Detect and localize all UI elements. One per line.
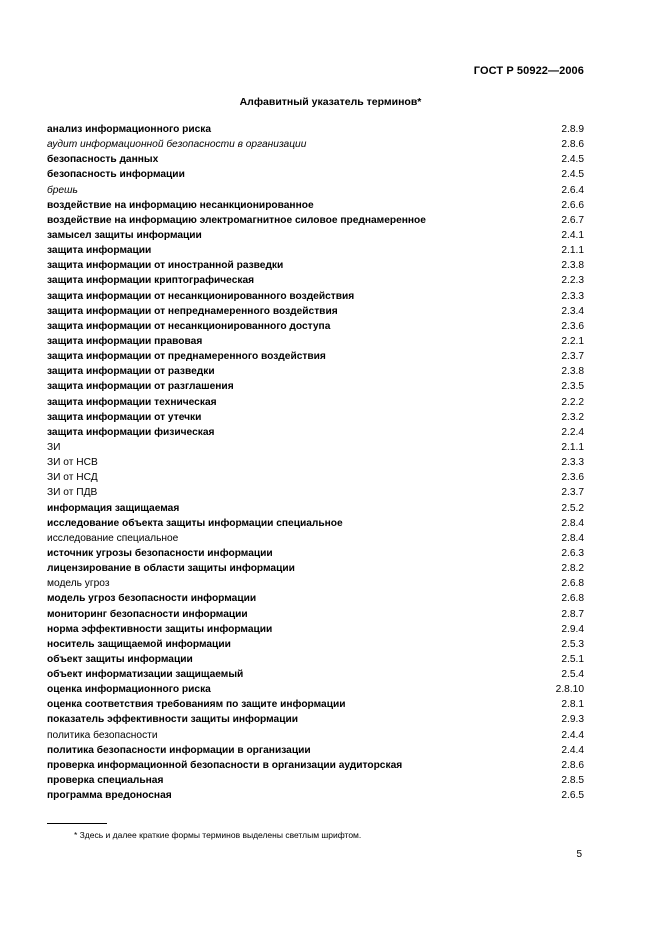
index-entry	[47, 501, 584, 516]
index-entry	[47, 440, 584, 455]
index-term-number: 2.6.7	[561, 214, 584, 226]
index-term-number: 2.4.1	[561, 229, 584, 241]
index-term: ЗИ от НСД	[47, 472, 98, 484]
index-term-number: 2.3.6	[561, 472, 584, 484]
index-term: безопасность данных	[47, 154, 159, 166]
index-entry	[47, 289, 584, 304]
index-term-number: 2.5.1	[561, 653, 584, 665]
index-term: брешь	[47, 184, 78, 196]
index-term: защита информации от разглашения	[47, 381, 234, 393]
index-term: проверка специальная	[47, 775, 164, 787]
index-entry	[47, 788, 584, 803]
index-term: ЗИ	[47, 441, 61, 453]
index-term: ЗИ от НСВ	[47, 457, 98, 469]
index-entry	[47, 743, 584, 758]
index-term-number: 2.2.2	[561, 396, 584, 408]
index-entry	[47, 773, 584, 788]
index-term-number: 2.8.5	[561, 775, 584, 787]
index-term-number: 2.3.2	[561, 411, 584, 423]
index-term-number: 2.5.3	[561, 638, 584, 650]
index-term-number: 2.3.8	[561, 366, 584, 378]
index-title: Алфавитный указатель терминов*	[239, 96, 422, 108]
index-term: программа вредоносная	[47, 790, 172, 802]
index-term-number: 2.6.4	[561, 184, 584, 196]
index-term-number: 2.1.1	[561, 245, 584, 257]
index-term-number: 2.2.4	[561, 426, 584, 438]
index-term: информация защищаемая	[47, 502, 180, 514]
index-entry	[47, 637, 584, 652]
index-term: носитель защищаемой информации	[47, 638, 231, 650]
index-term: защита информации от иностранной разведки	[47, 260, 284, 272]
page-number: 5	[576, 849, 582, 860]
index-term-number: 2.8.2	[561, 563, 584, 575]
index-term: объект информатизации защищаемый	[47, 669, 244, 681]
index-term-number: 2.8.7	[561, 608, 584, 620]
index-entry	[47, 183, 584, 198]
index-entry	[47, 728, 584, 743]
index-entry	[47, 516, 584, 531]
index-entry	[47, 243, 584, 258]
index-entry	[47, 531, 584, 546]
index-term: воздействие на информацию несанкционированное	[47, 199, 314, 211]
index-term: защита информации от непреднамеренного воздействия	[47, 305, 338, 317]
index-term-number: 2.8.4	[561, 517, 584, 529]
index-term-number: 2.3.4	[561, 305, 584, 317]
index-term-number: 2.3.3	[561, 457, 584, 469]
index-entry	[47, 607, 584, 622]
index-entry	[47, 152, 584, 167]
index-entry	[47, 213, 584, 228]
index-term: лицензирование в области защиты информации	[47, 563, 295, 575]
index-entry	[47, 697, 584, 712]
index-entry	[47, 758, 584, 773]
index-entry	[47, 228, 584, 243]
index-term: защита информации	[47, 245, 152, 257]
standard-designation: ГОСТ Р 50922—2006	[473, 65, 584, 77]
index-term: мониторинг безопасности информации	[47, 608, 248, 620]
index-entry	[47, 273, 584, 288]
index-term: аудит информационной безопасности в организации	[47, 139, 307, 151]
index-term: защита информации физическая	[47, 426, 215, 438]
index-term-number: 2.4.4	[561, 744, 584, 756]
index-term-number: 2.9.3	[561, 714, 584, 726]
index-term: политика безопасности информации в организации	[47, 744, 311, 756]
index-entry	[47, 561, 584, 576]
index-term-number: 2.2.3	[561, 275, 584, 287]
index-term: воздействие на информацию электромагнитное силовое преднамеренное	[47, 214, 426, 226]
index-term-number: 2.3.7	[561, 351, 584, 363]
index-term-number: 2.8.10	[555, 684, 584, 696]
index-term: источник угрозы безопасности информации	[47, 547, 273, 559]
index-entry	[47, 470, 584, 485]
index-entry	[47, 622, 584, 637]
index-term: защита информации от несанкционированного доступа	[47, 320, 331, 332]
index-entry	[47, 258, 584, 273]
index-entry	[47, 304, 584, 319]
index-entry	[47, 425, 584, 440]
index-entry	[47, 667, 584, 682]
index-entry	[47, 546, 584, 561]
index-entry	[47, 334, 584, 349]
index-term: защита информации от несанкционированного воздействия	[47, 290, 355, 302]
index-entry	[47, 682, 584, 697]
index-term-number: 2.8.6	[561, 759, 584, 771]
index-entry	[47, 485, 584, 500]
index-term-number: 2.2.1	[561, 335, 584, 347]
index-term-number: 2.4.5	[561, 169, 584, 181]
index-term: оценка соответствия требованиям по защите информации	[47, 699, 346, 711]
index-entry	[47, 364, 584, 379]
index-term: защита информации от разведки	[47, 366, 215, 378]
index-term-number: 2.8.6	[561, 139, 584, 151]
index-term-number: 2.9.4	[561, 623, 584, 635]
index-term-number: 2.8.1	[561, 699, 584, 711]
index-entry	[47, 712, 584, 727]
index-term: модель угроз	[47, 578, 110, 590]
index-entry	[47, 137, 584, 152]
index-term: политика безопасности	[47, 729, 158, 741]
index-term: оценка информационного риска	[47, 684, 211, 696]
index-term-number: 2.4.5	[561, 154, 584, 166]
index-term: проверка информационной безопасности в организации аудиторская	[47, 759, 403, 771]
index-term-number: 2.6.8	[561, 593, 584, 605]
index-entry	[47, 198, 584, 213]
index-term: защита информации техническая	[47, 396, 217, 408]
index-term: защита информации правовая	[47, 335, 203, 347]
index-entry	[47, 379, 584, 394]
index-term: безопасность информации	[47, 169, 185, 181]
index-term: замысел защиты информации	[47, 229, 202, 241]
index-term-number: 2.6.8	[561, 578, 584, 590]
index-entry	[47, 591, 584, 606]
index-term-number: 2.4.4	[561, 729, 584, 741]
index-term: защита информации от утечки	[47, 411, 202, 423]
index-term: защита информации криптографическая	[47, 275, 255, 287]
index-term: защита информации от преднамеренного воздействия	[47, 351, 326, 363]
footnote: * Здесь и далее краткие формы терминов выделены светлым шрифтом.	[74, 830, 362, 840]
index-entry	[47, 410, 584, 425]
index-entry	[47, 349, 584, 364]
index-term: исследование специальное	[47, 532, 179, 544]
index-term-number: 2.8.9	[561, 124, 584, 135]
index-term: показатель эффективности защиты информации	[47, 714, 299, 726]
index-entry	[47, 122, 584, 137]
index-term-number: 2.8.4	[561, 532, 584, 544]
index-term-number: 2.1.1	[561, 441, 584, 453]
index-term-number: 2.6.5	[561, 790, 584, 802]
index-term: анализ информационного риска	[47, 124, 212, 135]
index-term: норма эффективности защиты информации	[47, 623, 273, 635]
index-term-number: 2.3.6	[561, 320, 584, 332]
index-term: исследование объекта защиты информации специальное	[47, 517, 343, 529]
index-entry	[47, 167, 584, 182]
term-index-list	[47, 122, 584, 803]
index-term: ЗИ от ПДВ	[47, 487, 98, 499]
index-term: модель угроз безопасности информации	[47, 593, 257, 605]
footnote-divider	[47, 823, 107, 824]
index-entry	[47, 652, 584, 667]
index-term-number: 2.3.3	[561, 290, 584, 302]
index-term-number: 2.5.2	[561, 502, 584, 514]
index-term: объект защиты информации	[47, 653, 193, 665]
index-entry	[47, 319, 584, 334]
index-term-number: 2.3.8	[561, 260, 584, 272]
index-entry	[47, 395, 584, 410]
index-term-number: 2.5.4	[561, 669, 584, 681]
index-term-number: 2.3.7	[561, 487, 584, 499]
index-term-number: 2.6.6	[561, 199, 584, 211]
index-term-number: 2.3.5	[561, 381, 584, 393]
index-entry	[47, 455, 584, 470]
index-term-number: 2.6.3	[561, 547, 584, 559]
index-entry	[47, 576, 584, 591]
